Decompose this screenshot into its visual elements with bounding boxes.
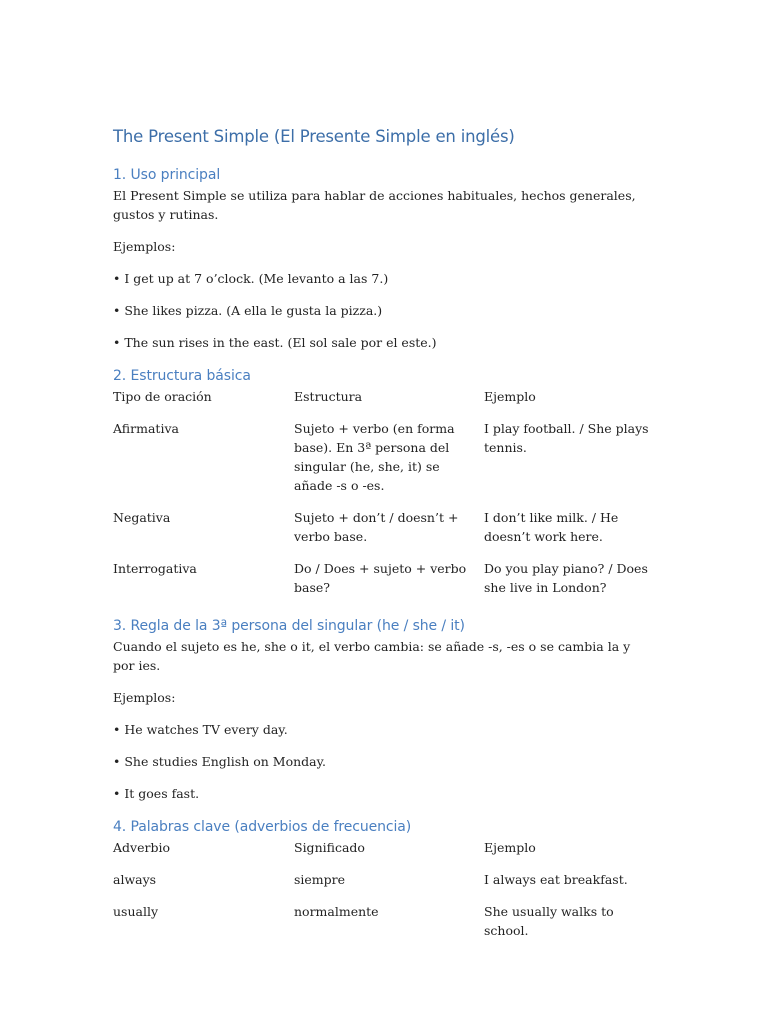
table-row [113, 559, 653, 597]
table-header-row [113, 387, 653, 406]
section-1-intro: El Present Simple se utiliza para hablar de acciones habituales, hechos generales, gustos y rutinas. [113, 188, 636, 222]
table-header-cell: Ejemplo [484, 840, 536, 855]
table-header-cell: Adverbio [113, 840, 170, 855]
structure-table [113, 387, 653, 597]
table-cell: Afirmativa [113, 421, 179, 436]
table-cell: siempre [294, 872, 346, 887]
table-cell: I don’t like milk. / He doesn’t work here. [484, 510, 619, 544]
table-cell: Negativa [113, 510, 171, 525]
table-cell: Sujeto + don’t / doesn’t + verbo base. [294, 510, 459, 544]
section-3-examples-label: Ejemplos: [113, 690, 176, 705]
document-title: The Present Simple (El Presente Simple en inglés) [113, 127, 515, 146]
table-cell: I play football. / She plays tennis. [484, 421, 649, 455]
adverbs-table [113, 838, 653, 940]
section-1-heading: 1. Uso principal [113, 167, 221, 183]
section-4-heading: 4. Palabras clave (adverbios de frecuencia) [113, 819, 412, 835]
section-3-heading: 3. Regla de la 3ª persona del singular (he / she / it) [113, 618, 465, 634]
table-row [113, 419, 653, 495]
table-cell: I always eat breakfast. [484, 872, 628, 887]
section-3-example: • It goes fast. [113, 786, 200, 801]
table-cell: Do you play piano? / Does she live in London? [484, 561, 648, 595]
table-header-cell: Tipo de oración [113, 389, 212, 404]
section-3-intro: Cuando el sujeto es he, she o it, el verbo cambia: se añade -s, -es o se cambia la y por ies. [113, 639, 631, 673]
section-1-examples-label: Ejemplos: [113, 239, 176, 254]
document-page [113, 122, 653, 940]
table-header-row [113, 838, 653, 857]
table-cell: She usually walks to school. [484, 904, 614, 938]
table-header-cell: Ejemplo [484, 389, 536, 404]
table-cell: Sujeto + verbo (en forma base). En 3ª persona del singular (he, she, it) se añade -s o -es. [294, 421, 455, 493]
table-row [113, 508, 653, 546]
section-1-example: • The sun rises in the east. (El sol sale por el este.) [113, 335, 437, 350]
section-1-example: • I get up at 7 o’clock. (Me levanto a las 7.) [113, 271, 389, 286]
table-cell: Do / Does + sujeto + verbo base? [294, 561, 467, 595]
section-3-example: • She studies English on Monday. [113, 754, 326, 769]
table-header-cell: Estructura [294, 389, 363, 404]
table-cell: always [113, 872, 157, 887]
table-row [113, 902, 653, 940]
table-cell: usually [113, 904, 159, 919]
table-header-cell: Significado [294, 840, 365, 855]
table-cell: Interrogativa [113, 561, 197, 576]
table-row [113, 870, 653, 889]
section-1-example: • She likes pizza. (A ella le gusta la pizza.) [113, 303, 383, 318]
section-3-example: • He watches TV every day. [113, 722, 288, 737]
section-2-heading: 2. Estructura básica [113, 368, 251, 384]
table-cell: normalmente [294, 904, 379, 919]
